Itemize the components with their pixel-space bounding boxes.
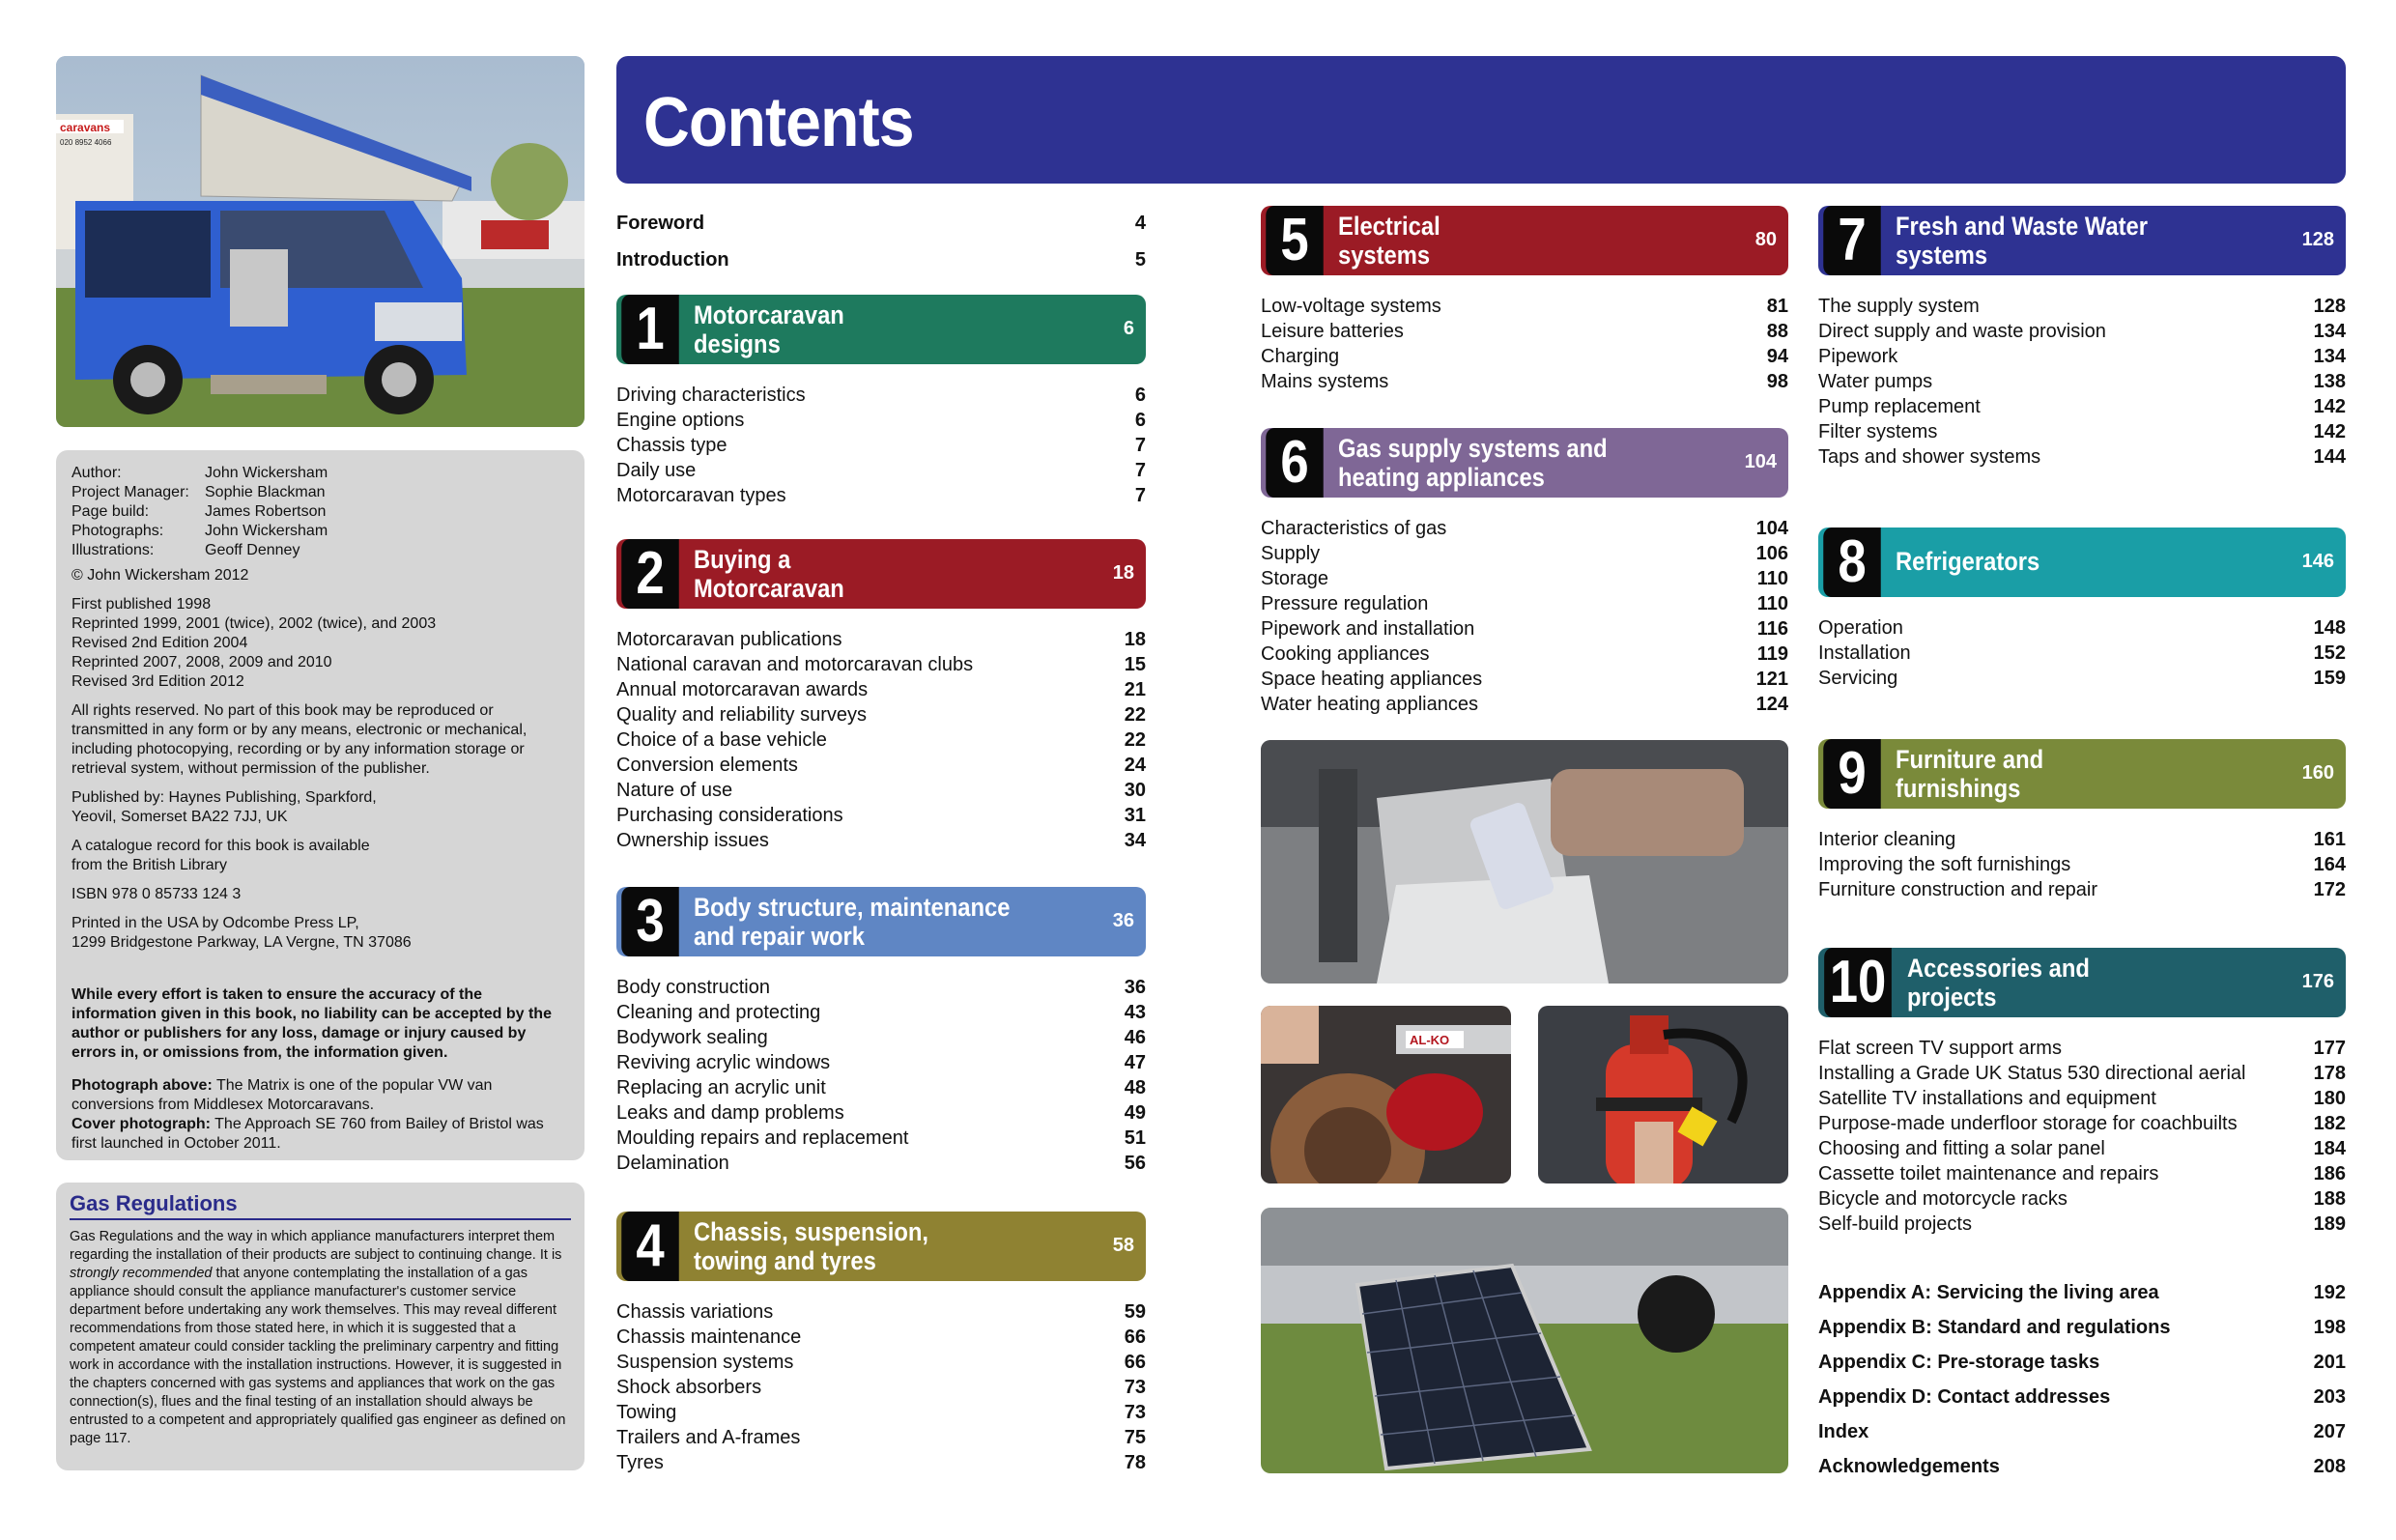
chapter-8-banner[interactable] xyxy=(1818,528,2346,597)
toc-entry[interactable] xyxy=(1818,419,2346,444)
toc-entry-label: Space heating appliances xyxy=(1261,669,1483,690)
chapter-number: 6 xyxy=(1266,428,1324,498)
toc-entry-label: Pump replacement xyxy=(1818,396,1981,417)
toc-entry-label: Filter systems xyxy=(1818,421,1938,442)
toc-entry[interactable] xyxy=(1818,369,2346,394)
toc-entry[interactable] xyxy=(1818,1161,2346,1186)
toc-entry-label: Cassette toilet maintenance and repairs xyxy=(1818,1163,2159,1184)
publisher: Published by: Haynes Publishing, Sparkford, Yeovil, Somerset BA22 7JJ, UK xyxy=(71,789,377,825)
toc-entry-label: Pipework and installation xyxy=(1261,618,1475,640)
toc-entry[interactable] xyxy=(616,433,1146,458)
toc-entry-page: 59 xyxy=(1124,1301,1146,1323)
toc-entry-page: 144 xyxy=(2313,446,2346,468)
toc-entry-label: Installation xyxy=(1818,642,1911,664)
photo-solar-panel xyxy=(1261,1208,1788,1473)
photo-gas-cylinder xyxy=(1538,1006,1788,1184)
toc-entry[interactable] xyxy=(1261,566,1788,591)
gas-regulations-box xyxy=(56,1183,585,1470)
toc-entry-label: Flat screen TV support arms xyxy=(1818,1038,2062,1059)
toc-entry-label: Direct supply and waste provision xyxy=(1818,321,2106,342)
toc-entry-page: 22 xyxy=(1124,729,1146,751)
toc-entry[interactable] xyxy=(1818,641,2346,666)
gas-regulations-text: Gas Regulations and the way in which appliance manufacturers interpret them regarding the installation of their products are subject to continuing change. It is strongly recommended that anyone contemplating the installation of a gas appliance should consult the appliance manufacturer's customer service department before undertaking any work themselves. This may reveal different recommendations from those stated here, in which it is suggested that a competent amateur could consider tackling the preliminary carpentry and fitting work in accordance with the installation instructions. However, it is suggested in the chapters concerned with gas systems and appliances that work on the gas connection(s), flues and the final testing of an installation should always be entrusted to a competent and appropriately qualified gas engineer as defined on page 117. xyxy=(70,1229,566,1446)
chapter-title: Motorcaravan designs xyxy=(694,300,844,358)
toc-entry[interactable] xyxy=(616,727,1146,753)
toc-entry[interactable] xyxy=(616,1151,1146,1176)
toc-entry-label: Bicycle and motorcycle racks xyxy=(1818,1188,2068,1210)
toc-entry-label: Reviving acrylic windows xyxy=(616,1052,831,1073)
toc-entry[interactable] xyxy=(1261,516,1788,541)
toc-entry[interactable] xyxy=(616,803,1146,828)
chapter-page: 160 xyxy=(2301,762,2334,784)
toc-entry[interactable] xyxy=(616,1075,1146,1100)
toc-entry-label: Daily use xyxy=(616,460,697,481)
credit-row: Photographs: John Wickersham xyxy=(71,523,328,539)
toc-entry-label: Suspension systems xyxy=(616,1352,794,1373)
chapter-10-banner[interactable] xyxy=(1818,948,2346,1017)
toc-entry[interactable] xyxy=(616,383,1146,408)
chapter-page: 6 xyxy=(1123,318,1134,339)
toc-entry-label: Leisure batteries xyxy=(1261,321,1404,342)
toc-entry-label: Moulding repairs and replacement xyxy=(616,1127,909,1149)
toc-entry-label: Low-voltage systems xyxy=(1261,296,1441,317)
toc-entry[interactable] xyxy=(1261,642,1788,667)
toc-entry-label: Body construction xyxy=(616,977,770,998)
chapter-number: 7 xyxy=(1823,206,1881,275)
chapter-title: Fresh and Waste Water systems xyxy=(1896,212,2148,270)
cover-photo-campervan xyxy=(56,56,585,427)
toc-entry-page: 106 xyxy=(1755,543,1788,564)
toc-entry[interactable] xyxy=(1818,319,2346,344)
toc-entry[interactable] xyxy=(616,1050,1146,1075)
toc-entry-label: Purchasing considerations xyxy=(616,805,843,826)
chapter-6-entries xyxy=(1261,516,1788,717)
chapter-number: 8 xyxy=(1823,528,1881,597)
chapter-title: Electrical systems xyxy=(1338,212,1440,270)
toc-entry[interactable] xyxy=(1261,692,1788,717)
toc-entry-page: 24 xyxy=(1124,755,1146,776)
toc-entry[interactable]: Index 207 xyxy=(1818,1421,2346,1442)
axle-label: AL-KO xyxy=(1410,1033,1450,1047)
toc-entry[interactable]: Appendix D: Contact addresses 203 xyxy=(1818,1386,2346,1408)
chapter-title: Furniture and furnishings xyxy=(1896,745,2044,803)
chapter-5-banner[interactable] xyxy=(1261,206,1788,275)
toc-entry-label: Supply xyxy=(1261,543,1321,564)
toc-entry-page: 21 xyxy=(1124,679,1146,700)
toc-entry-page: 134 xyxy=(2313,321,2346,342)
chapter-7-banner[interactable] xyxy=(1818,206,2346,275)
toc-entry[interactable] xyxy=(1818,615,2346,641)
toc-entry-label: Leaks and damp problems xyxy=(616,1102,844,1124)
toc-entry-page: 119 xyxy=(1756,643,1788,665)
toc-entry-page: 22 xyxy=(1124,704,1146,726)
toc-entry-label: Driving characteristics xyxy=(616,385,806,406)
toc-entry[interactable] xyxy=(1818,1061,2346,1086)
chapter-page: 80 xyxy=(1754,229,1777,250)
toc-entry-page: 161 xyxy=(2313,829,2346,850)
toc-entry-label: Improving the soft furnishings xyxy=(1818,854,2071,875)
toc-entry[interactable] xyxy=(1818,1111,2346,1136)
toc-entry[interactable] xyxy=(1818,294,2346,319)
photo-seat-cleaning xyxy=(1261,740,1788,984)
toc-entry-page: 6 xyxy=(1134,410,1146,431)
toc-entry[interactable] xyxy=(1818,666,2346,691)
toc-entry-label: Shock absorbers xyxy=(616,1377,762,1398)
disclaimer: While every effort is taken to ensure the accuracy of the information given in this book, no liability can be accepted by the author or publishers for any loss, damage or injury caused by errors in, or omissions from, the information given. xyxy=(71,986,552,1061)
toc-entry-label: Chassis variations xyxy=(616,1301,774,1323)
toc-entry[interactable] xyxy=(616,828,1146,853)
toc-entry-page: 152 xyxy=(2313,642,2346,664)
toc-entry-page: 73 xyxy=(1124,1377,1146,1398)
toc-entry-label: Replacing an acrylic unit xyxy=(616,1077,826,1098)
toc-entry-page: 182 xyxy=(2313,1113,2346,1134)
toc-entry-label: Towing xyxy=(616,1402,677,1423)
toc-entry[interactable]: Appendix B: Standard and regulations 198 xyxy=(1818,1317,2346,1338)
toc-entry-page: 34 xyxy=(1124,830,1146,851)
toc-entry-label: Cleaning and protecting xyxy=(616,1002,821,1023)
chapter-7-entries xyxy=(1818,294,2346,470)
toc-entry-page: 177 xyxy=(2313,1038,2346,1059)
contents-header xyxy=(616,56,2346,184)
toc-entry[interactable] xyxy=(616,753,1146,778)
toc-entry-page: 172 xyxy=(2313,879,2346,900)
toc-entry[interactable] xyxy=(616,458,1146,483)
toc-entry[interactable] xyxy=(1818,877,2346,902)
chapter-8-entries xyxy=(1818,615,2346,691)
toc-entry-page: 110 xyxy=(1756,593,1788,614)
credit-row: Author: John Wickersham xyxy=(71,465,328,481)
toc-entry[interactable] xyxy=(616,1325,1146,1350)
toc-entry-page: 6 xyxy=(1134,385,1146,406)
chapter-1-entries xyxy=(616,383,1146,508)
toc-entry-label: Choice of a base vehicle xyxy=(616,729,827,751)
toc-entry[interactable] xyxy=(1261,667,1788,692)
chapter-5-entries xyxy=(1261,294,1788,394)
toc-entry-page: 184 xyxy=(2313,1138,2346,1159)
toc-entry-label: Tyres xyxy=(616,1452,664,1473)
toc-entry-page: 47 xyxy=(1124,1052,1146,1073)
toc-entry-page: 186 xyxy=(2313,1163,2346,1184)
toc-entry[interactable] xyxy=(1818,394,2346,419)
toc-entry-page: 15 xyxy=(1124,654,1146,675)
page-title: Contents xyxy=(643,84,914,161)
toc-entry[interactable] xyxy=(616,1350,1146,1375)
toc-entry-page: 7 xyxy=(1134,485,1146,506)
toc-entry-label: National caravan and motorcaravan clubs xyxy=(616,654,974,675)
toc-entry[interactable] xyxy=(616,1299,1146,1325)
chapter-4-banner[interactable] xyxy=(616,1212,1146,1281)
toc-entry-page: 30 xyxy=(1124,780,1146,801)
toc-entry[interactable] xyxy=(1818,852,2346,877)
toc-entry[interactable] xyxy=(616,627,1146,652)
toc-entry[interactable] xyxy=(1818,1186,2346,1212)
toc-entry-label: Chassis maintenance xyxy=(616,1326,802,1348)
toc-entry-page: 49 xyxy=(1124,1102,1146,1124)
toc-entry-page: 73 xyxy=(1124,1402,1146,1423)
chapter-9-entries xyxy=(1818,827,2346,902)
toc-entry-label: Installing a Grade UK Status 530 directional aerial xyxy=(1818,1063,2246,1084)
toc-entry-page: 31 xyxy=(1124,805,1146,826)
credit-row: Project Manager: Sophie Blackman xyxy=(71,484,326,500)
toc-entry-label: Furniture construction and repair xyxy=(1818,879,2098,900)
toc-entry-label: Engine options xyxy=(616,410,745,431)
toc-entry-label: Pressure regulation xyxy=(1261,593,1429,614)
toc-entry[interactable] xyxy=(616,1000,1146,1025)
chapter-page: 146 xyxy=(2301,551,2334,572)
chapter-number: 1 xyxy=(621,295,679,364)
chapter-4-entries xyxy=(616,1299,1146,1475)
toc-entry-page: 121 xyxy=(1755,669,1788,690)
sign-phone: 020 8952 4066 xyxy=(60,138,112,147)
toc-entry-label: Ownership issues xyxy=(616,830,769,851)
toc-entry-page: 180 xyxy=(2313,1088,2346,1109)
toc-entry[interactable] xyxy=(1261,294,1788,319)
toc-entry-label: Trailers and A-frames xyxy=(616,1427,801,1448)
toc-entry[interactable]: Introduction 5 xyxy=(616,249,1146,271)
chapter-number: 9 xyxy=(1823,739,1881,809)
toc-entry[interactable] xyxy=(616,1425,1146,1450)
toc-entry[interactable] xyxy=(1818,1136,2346,1161)
imprint-panel xyxy=(56,450,585,1160)
chapter-number: 10 xyxy=(1824,948,1892,1017)
toc-entry-page: 159 xyxy=(2313,668,2346,689)
chapter-page: 128 xyxy=(2301,229,2334,250)
toc-entry-label: Water heating appliances xyxy=(1261,694,1478,715)
toc-entry-page: 128 xyxy=(2313,296,2346,317)
chapter-number: 3 xyxy=(621,887,679,956)
toc-entry-page: 134 xyxy=(2313,346,2346,367)
toc-entry[interactable] xyxy=(1261,616,1788,642)
toc-entry-page: 75 xyxy=(1124,1427,1146,1448)
toc-entry-page: 7 xyxy=(1134,435,1146,456)
toc-entry[interactable]: Acknowledgements 208 xyxy=(1818,1456,2346,1477)
toc-entry-page: 94 xyxy=(1766,346,1788,367)
photo-credits: Photograph above: The Matrix is one of the popular VW van conversions from Middlesex Motorcaravans. Cover photograph: The Approach SE 760 from Bailey of Bristol was first launched in October 2011. xyxy=(71,1077,544,1152)
toc-entry-page: 66 xyxy=(1124,1352,1146,1373)
toc-entry-page: 189 xyxy=(2313,1213,2346,1235)
toc-entry[interactable] xyxy=(616,702,1146,727)
toc-entry-label: Pipework xyxy=(1818,346,1898,367)
chapter-3-entries xyxy=(616,975,1146,1176)
chapter-page: 36 xyxy=(1112,910,1134,931)
toc-entry-label: Choosing and fitting a solar panel xyxy=(1818,1138,2105,1159)
toc-entry-page: 142 xyxy=(2313,421,2346,442)
front-matter xyxy=(616,205,1146,278)
toc-entry-page: 164 xyxy=(2313,854,2346,875)
toc-entry-label: Taps and shower systems xyxy=(1818,446,2041,468)
toc-entry[interactable] xyxy=(1818,1086,2346,1111)
photo-axle-suspension xyxy=(1261,1006,1511,1184)
toc-entry[interactable] xyxy=(1261,591,1788,616)
toc-entry-page: 188 xyxy=(2313,1188,2346,1210)
toc-entry-label: Mains systems xyxy=(1261,371,1389,392)
toc-entry-page: 18 xyxy=(1124,629,1146,650)
toc-entry-label: Satellite TV installations and equipment xyxy=(1818,1088,2156,1109)
toc-entry[interactable] xyxy=(1261,541,1788,566)
toc-entry-label: Bodywork sealing xyxy=(616,1027,768,1048)
toc-entry-page: 124 xyxy=(1755,694,1788,715)
toc-entry-label: Interior cleaning xyxy=(1818,829,1956,850)
catalogue-note: A catalogue record for this book is available from the British Library xyxy=(71,838,370,873)
toc-entry-label: Quality and reliability surveys xyxy=(616,704,867,726)
toc-entry-page: 116 xyxy=(1756,618,1788,640)
toc-entry[interactable] xyxy=(616,778,1146,803)
toc-entry-label: Motorcaravan types xyxy=(616,485,786,506)
toc-entry-page: 98 xyxy=(1766,371,1788,392)
toc-entry[interactable] xyxy=(616,1126,1146,1151)
isbn: ISBN 978 0 85733 124 3 xyxy=(71,886,242,902)
chapter-title: Buying a Motorcaravan xyxy=(694,545,844,603)
toc-entry[interactable] xyxy=(1818,827,2346,852)
toc-entry[interactable] xyxy=(1818,344,2346,369)
toc-entry-page: 66 xyxy=(1124,1326,1146,1348)
toc-entry-page: 78 xyxy=(1124,1452,1146,1473)
toc-entry-label: Conversion elements xyxy=(616,755,798,776)
toc-entry-label: Cooking appliances xyxy=(1261,643,1430,665)
credit-row: Page build: James Robertson xyxy=(71,503,327,520)
gas-regulations-title: Gas Regulations xyxy=(70,1194,571,1220)
toc-entry[interactable] xyxy=(1818,1036,2346,1061)
toc-entry-page: 48 xyxy=(1124,1077,1146,1098)
toc-entry-page: 88 xyxy=(1766,321,1788,342)
toc-entry[interactable] xyxy=(616,408,1146,433)
toc-entry[interactable] xyxy=(616,1100,1146,1126)
toc-entry[interactable] xyxy=(616,1400,1146,1425)
toc-entry-page: 110 xyxy=(1756,568,1788,589)
chapter-page: 58 xyxy=(1112,1235,1134,1256)
sign-text: caravans xyxy=(60,121,111,134)
appendices xyxy=(1818,1275,2346,1484)
toc-entry[interactable]: Foreword 4 xyxy=(616,213,1146,234)
toc-entry-page: 36 xyxy=(1124,977,1146,998)
toc-entry[interactable] xyxy=(616,1025,1146,1050)
toc-entry[interactable] xyxy=(1261,369,1788,394)
chapter-number: 4 xyxy=(621,1212,679,1281)
rights-notice: All rights reserved. No part of this book may be reproduced or transmitted in any form or by any means, electronic or mechanical, including photocopying, recording or by any information storage or retrieval system, without permission of the publisher. xyxy=(71,702,528,777)
toc-entry-label: Motorcaravan publications xyxy=(616,629,842,650)
toc-entry-label: The supply system xyxy=(1818,296,1980,317)
toc-entry-label: Charging xyxy=(1261,346,1340,367)
chapter-page: 176 xyxy=(2301,971,2334,992)
toc-entry[interactable] xyxy=(1818,444,2346,470)
toc-entry-page: 104 xyxy=(1755,518,1788,539)
chapter-title: Chassis, suspension, towing and tyres xyxy=(694,1217,928,1275)
toc-entry-page: 7 xyxy=(1134,460,1146,481)
chapter-2-banner[interactable] xyxy=(616,539,1146,609)
chapter-number: 5 xyxy=(1266,206,1324,275)
toc-entry[interactable] xyxy=(616,483,1146,508)
copyright: © John Wickersham 2012 xyxy=(71,567,249,584)
toc-entry-page: 43 xyxy=(1124,1002,1146,1023)
toc-entry-label: Servicing xyxy=(1818,668,1898,689)
toc-entry-page: 81 xyxy=(1766,296,1788,317)
toc-entry[interactable]: Appendix A: Servicing the living area 192 xyxy=(1818,1282,2346,1303)
chapter-10-entries xyxy=(1818,1036,2346,1237)
chapter-title: Refrigerators xyxy=(1896,547,2040,576)
toc-entry[interactable]: Appendix C: Pre-storage tasks 201 xyxy=(1818,1352,2346,1373)
toc-entry[interactable] xyxy=(1261,319,1788,344)
chapter-page: 104 xyxy=(1744,451,1777,472)
toc-entry[interactable] xyxy=(616,975,1146,1000)
toc-entry-page: 46 xyxy=(1124,1027,1146,1048)
toc-entry-label: Water pumps xyxy=(1818,371,1933,392)
chapter-title: Body structure, maintenance and repair work xyxy=(694,893,1011,951)
toc-entry-label: Delamination xyxy=(616,1153,729,1174)
chapter-page: 18 xyxy=(1112,562,1134,584)
toc-entry-page: 51 xyxy=(1124,1127,1146,1149)
toc-entry[interactable] xyxy=(1818,1212,2346,1237)
chapter-title: Gas supply systems and heating appliances xyxy=(1338,434,1608,492)
chapter-1-banner[interactable] xyxy=(616,295,1146,364)
credit-row: Illustrations: Geoff Denney xyxy=(71,542,300,558)
toc-entry-label: Storage xyxy=(1261,568,1329,589)
toc-entry-label: Annual motorcaravan awards xyxy=(616,679,869,700)
toc-entry-page: 142 xyxy=(2313,396,2346,417)
chapter-number: 2 xyxy=(621,539,679,609)
publication-history: First published 1998 Reprinted 1999, 2001 (twice), 2002 (twice), and 2003 Revised 2nd Edition 2004 Reprinted 2007, 2008, 2009 and 2010 Revised 3rd Edition 2012 xyxy=(71,596,437,690)
toc-entry-label: Characteristics of gas xyxy=(1261,518,1447,539)
toc-entry-label: Self-build projects xyxy=(1818,1213,1972,1235)
chapter-9-banner[interactable] xyxy=(1818,739,2346,809)
printer: Printed in the USA by Odcombe Press LP, 1299 Bridgestone Parkway, LA Vergne, TN 37086 xyxy=(71,915,412,951)
chapter-6-banner[interactable] xyxy=(1261,428,1788,498)
toc-entry-label: Nature of use xyxy=(616,780,733,801)
toc-entry[interactable] xyxy=(616,652,1146,677)
toc-entry-page: 148 xyxy=(2313,617,2346,639)
chapter-title: Accessories and projects xyxy=(1907,954,2090,1012)
chapter-3-banner[interactable] xyxy=(616,887,1146,956)
toc-entry[interactable] xyxy=(616,677,1146,702)
toc-entry-page: 138 xyxy=(2313,371,2346,392)
toc-entry[interactable] xyxy=(616,1375,1146,1400)
toc-entry-page: 56 xyxy=(1124,1153,1146,1174)
toc-entry[interactable] xyxy=(616,1450,1146,1475)
toc-entry-label: Operation xyxy=(1818,617,1903,639)
chapter-2-entries xyxy=(616,627,1146,853)
toc-entry-page: 178 xyxy=(2313,1063,2346,1084)
toc-entry-label: Purpose-made underfloor storage for coachbuilts xyxy=(1818,1113,2238,1134)
toc-entry-label: Chassis type xyxy=(616,435,727,456)
toc-entry[interactable] xyxy=(1261,344,1788,369)
